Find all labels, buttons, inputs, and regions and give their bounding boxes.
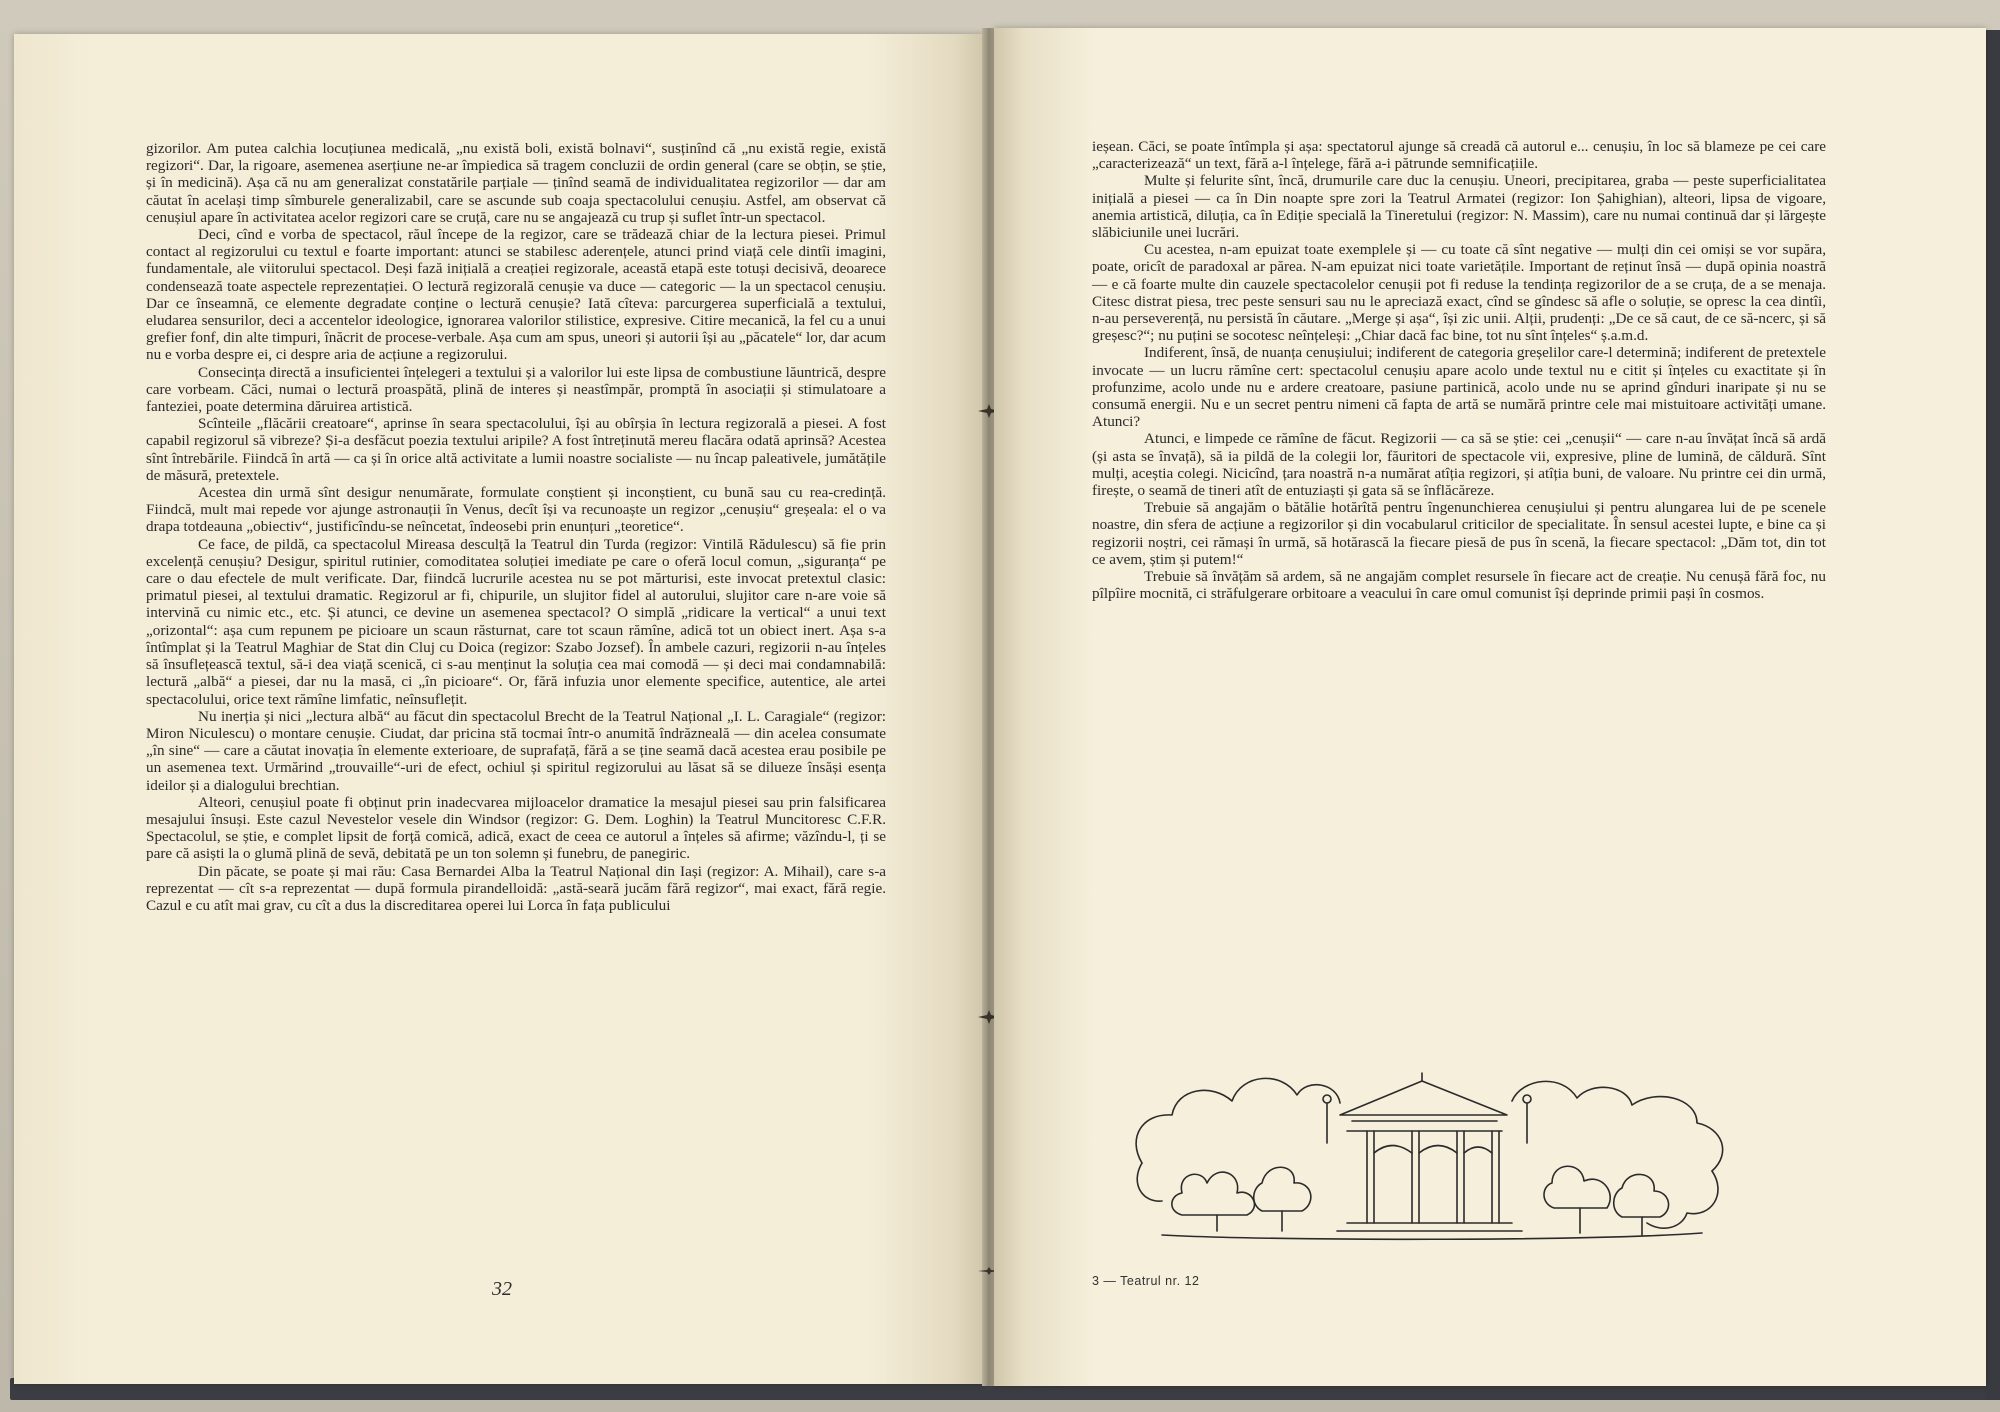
book-cover-edge-right: [1985, 30, 2000, 1400]
paragraph: Nu inerția și nici „lectura albă“ au făcut din spectacolul Brecht de la Teatrul Național „I. L. Caragiale“ (regizor: Miron Niculescu) o montare cenușie. Ciudat, dar pricina stă tocmai într-o anumită îndrăzneală — din acelea consumate „în sine“ — care a căutat inovația în elemente exterioare, de suprafață, fără a se ține seamă dacă acestea erau posibile pe un asemenea text. Urmărind „trouvaille“-uri de efect, ochiul și spiritul regizorului au lăsat să se dilueze însăși esența ideilor și a dialogului brechtian.: [146, 707, 886, 794]
paragraph: Atunci, e limpede ce rămîne de făcut. Regizorii — ca să se știe: cei „cenușii“ — care n-au învățat încă să ardă (și asta se învață), să ia pildă de la colegii lor, făuritori de spectacole vii, expresive, pline de lumină, de căldură. Sînt mulți, aceștia colegi. Nicicînd, țara noastră n-a numărat atîția regizori, și atîția buni, de valoare. Nu printre cei din urmă, firește, o seamă de tineri atît de entuziaști și gata să se înflăcăreze.: [1092, 430, 1826, 500]
paragraph: Multe și felurite sînt, încă, drumurile care duc la cenușiu. Uneori, precipitarea, graba — peste superficialitatea inițială a piesei — ca în Din noapte spre zori la Teatrul Armatei (regizor: Ion Șahighian), alteori, lipsa de vigoare, anemia artistică, diluția, ca în Ediție specială la Tineretului (regizor: N. Massim), care nu numai continuă dar și lărgește slăbiciunile unei lucrări.: [1092, 172, 1826, 242]
paragraph: Deci, cînd e vorba de spectacol, răul începe de la regizor, care se trădează chiar de la lectura piesei. Primul contact al regizorului cu textul e foarte important: atunci se stabilesc aderențele, atunci prind viață cele dintîi imagini, fundamentale, ale viitorului spectacol. Deși fază inițială a creației regizorale, această etapă este totuși decisivă, deoarece condensează toate aspectele reprezentației. O lectură regizorală cenușie va duce — categoric — la un spectacol cenușiu. Dar ce înseamnă, ce elemente degradate conține o lectură cenușie? Iată cîteva: parcurgerea superficială a textului, eludarea sensurilor, deci a accentelor ideologice, ignorarea valorilor stilistice, expresive. Citire mecanică, la fel cu a unui grefier fonf, din alte timpuri, înăcrit de procese-verbale. Așa cum am spus, uneori și autorii își au „păcatele“ lor, dar acum nu e vorba despre ei, ci despre aria de acțiune a regizorului.: [146, 226, 886, 364]
left-page: [14, 34, 984, 1384]
paragraph: gizorilor. Am putea calchia locuțiunea medicală, „nu există boli, există bolnavi“, susținînd că „nu există regie, există regizori“. Dar, la rigoare, asemenea aserțiune ne-ar împiedica să tragem concluzii de ordin general (care se obțin, se știe, și în medicină). Așa că nu am generalizat constatările parțiale — ținînd seamă de individualitatea regizorilor — dar am căutat în același timp sîmburele generalizabil, care se ascunde sub coaja spectacolului cenușiu. Astfel, am observat că cenușiul apare în activitatea acelor regizori care se cruță, care nu se angajează cu trup și suflet într-un spectacol.: [146, 140, 886, 226]
paragraph: Indiferent, însă, de nuanța cenușiului; indiferent de categoria greșelilor care-l determină; indiferent de pretextele invocate — un lucru rămîne cert: spectacolul cenușiu apare acolo unde textul nu e citit și înțeles cu exactitate și în profunzime, acolo unde nu e ardere creatoare, pasiune partinică, acolo unde nu se aprind gînduri inaripate și nu se consumă energii. Nu e un secret pentru nimeni că fapta de artă se numără printre cele mai mistuitoare activități umane. Atunci?: [1092, 344, 1826, 431]
theatre-pavilion-sketch-icon: [1122, 1043, 1738, 1263]
paragraph: Alteori, cenușiul poate fi obținut prin inadecvarea mijloacelor dramatice la mesajul piesei sau prin falsificarea mesajului însuși. Este cazul Nevestelor vesele din Windsor (regizor: G. Dem. Loghin) la Teatrul Muncitoresc C.F.R. Spectacolul, se știe, e complet lipsit de forță comică, adică, exact de ceea ce autorul a înțeles să afirme; văzîndu-l, ți se pare că asiști la o glumă plină de sevă, debitată pe un ton solemn și funebru, de panegiric.: [146, 793, 886, 863]
paragraph: Trebuie să angajăm o bătălie hotărîtă pentru îngenunchierea cenușiului și pentru alungarea lui de pe scenele noastre, din sfera de acțiune a regizorilor și din vocabularul criticilor de specialitate. În sensul acestei lupte, e bine ca și regizorii noștri, cei rămași în urmă, să hotărască la fiecare piesă de pus în scenă, la fiecare spectacol: „Dăm tot, din tot ce avem, știm și putem!“: [1092, 499, 1826, 568]
paragraph: Acestea din urmă sînt desigur nenumărate, formulate conștient și inconștient, cu bună sau cu rea-credință. Fiindcă, mult mai repede vor ajunge astronauții în Venus, decît își va recunoaște un regizor „cenușiu“ greșeala: el o va drapa totdeauna „obiectiv“, justificîndu-se neîncetat, îndeosebi prin enunțuri „teoretice“.: [146, 484, 886, 536]
paragraph: Ce face, de pildă, ca spectacolul Mireasa desculță la Teatrul din Turda (regizor: Vintilă Rădulescu) să fie prin excelență cenușiu? Desigur, spiritul rutinier, comoditatea soluției imediate pe care o oferă locul comun, „siguranța“ pe care o dau efectele de mult verificate. Dar, fiindcă lucrurile acestea nu se pot mărturisi, este invocat pretextul clasic: primatul piesei, al textului dramatic. Regizorul ar fi, chipurile, un slujitor fidel al autorului, slujitor care n-are voie să intervină cu nimic etc., etc. Și atunci, ce devine un asemenea spectacol? O simplă „ridicare la vertical“ a unui text „orizontal“: așa cum repunem pe picioare un scaun răsturnat, care tot scaun rămîne, adică tot un obiect inert. Așa s-a întîmplat și la Teatrul Maghiar de Stat din Cluj cu Doica (regizor: Szabo Jozsef). În ambele cazuri, regizorii n-au înțeles să însuflețească textul, să-i dea viață scenică, ci s-au menținut la soluția cea mai comodă — și deci mai condamnabilă: lectură „albă“ a piesei, dar nu la masă, ci „în picioare“. Or, fără infuzia unor elemente specifice, autentice, ale artei spectacolului, orice text rămîne limfatic, neînsuflețit.: [146, 535, 886, 708]
left-page-text: [146, 140, 886, 914]
page-number: 32: [492, 1278, 512, 1300]
paragraph: Din păcate, se poate și mai rău: Casa Bernardei Alba la Teatrul Național din Iași (regizor: A. Mihail), care s-a reprezentat — cît s-a reprezentat — după formula pirandelloidă: „astă-seară jucăm fără regizor“, mai exact, fără regie. Cazul e cu atît mai grav, cu cît a dus la discreditarea operei lui Lorca în fața publicului: [146, 862, 886, 914]
paragraph: Consecința directă a insuficientei înțelegeri a textului și a valorilor lui este lipsa de combustiune lăuntrică, despre care vorbeam. Căci, numai o lectură proaspătă, plină de interes și neastîmpăr, promptă în asociații și stimulatoare a fanteziei, poate determina dăruirea artistică.: [146, 363, 886, 416]
paragraph: ieșean. Căci, se poate întîmpla și așa: spectatorul ajunge să creadă că autorul e... cenușiu, în loc să blameze pe cei care „caracterizează“ un text, fără a-l înțelege, fără a-i pătrunde semnificațiile.: [1092, 138, 1826, 173]
right-page: [994, 28, 1986, 1386]
paragraph: Scînteile „flăcării creatoare“, aprinse în seara spectacolului, își au obîrșia în lectura regizorală a piesei. A fost capabil regizorul să vibreze? Și-a desfăcut poezia textului aripile? A fost întreținută mereu flacăra odată aprinsă? Acestea sînt întrebările. Fiindcă în artă — ca și în orice altă activitate a lumii noastre socialiste — nu încap paleativele, jumătățile de măsură, pretextele.: [146, 415, 886, 484]
paragraph: Cu acestea, n-am epuizat toate exemplele și — cu toate că sînt negative — mulți din cei omiși se vor supăra, poate, oricît de paradoxal ar părea. N-am epuizat nici toate varietățile. Important de reținut însă — după opinia noastră — e că foarte multe din cauzele spectacolelor cenușii pot fi reduse la tendința regizorilor de a se cruța, de a se menaja. Citesc distrat piesa, trec peste sensuri sau nu le apreciază exact, cînd se gîndesc să afle o soluție, se opresc la cea dintîi, n-au perseverență, nu persistă în căutare. „Merge și așa“, își zic unii. Alții, prudenți: „De ce să caut, de ce să-ncerc, și să greșesc?“; nu puțini se socotesc neînțeleși: „Chiar dacă fac bine, tot nu sînt înțeles“ ș.a.m.d.: [1092, 241, 1826, 345]
right-page-text: [1092, 138, 1826, 602]
page-footer: 3 — Teatrul nr. 12: [1092, 1274, 1200, 1288]
paragraph: Trebuie să învățăm să ardem, să ne angajăm complet resursele în fiecare act de creație. Nu cenușă fără foc, nu pîlpîire mocnită, ci străfulgerare orbitoare a veacului în care omul comunist își deprinde primii pași în cosmos.: [1092, 568, 1826, 603]
